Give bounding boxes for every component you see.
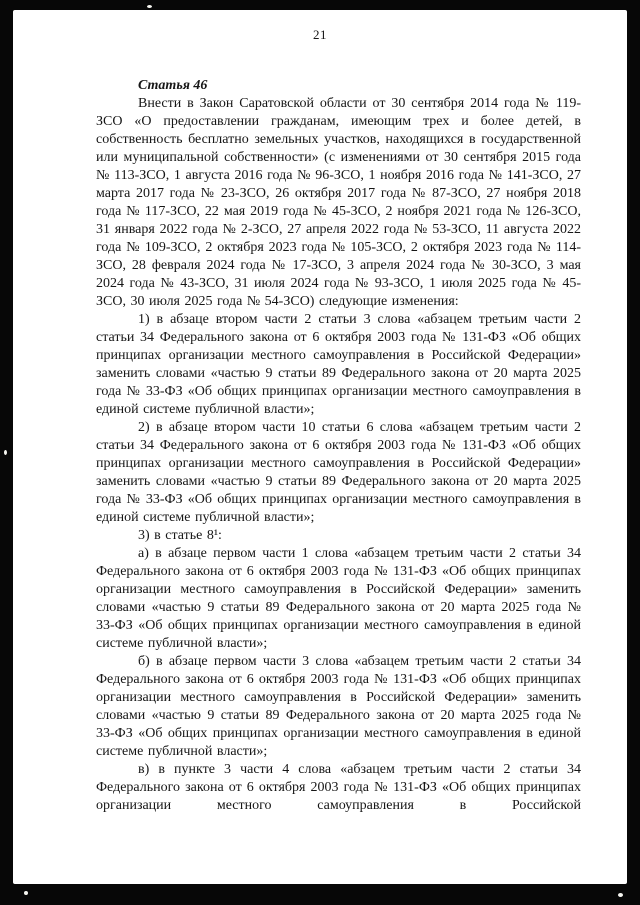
scan-speck [147, 5, 152, 8]
article-content [96, 77, 581, 815]
scan-speck [618, 893, 623, 897]
paragraph-item-3b: б) в абзаце первом части 3 слова «абзацем третьим части 2 статьи 34 Федерального закона от 6 октября 2003 года № 131-ФЗ «Об общих принципах организации местного самоуправления в Российской Федерации» заменить словами «частью 9 статьи 89 Федерального закона от 20 марта 2025 года № 33-ФЗ «Об общих принципах организации местного самоуправления в единой системе публичной власти»; [96, 654, 581, 759]
paragraph-item-3v-truncated: в) в пункте 3 части 4 слова «абзацем третьим части 2 статьи 34 Федерального закона от 6 октября 2003 года № 131-ФЗ «Об общих принципах организации местного самоуправления в Российской [96, 762, 581, 813]
paragraph-item-1: 1) в абзаце втором части 2 статьи 3 слова «абзацем третьим части 2 статьи 34 Федерального закона от 6 октября 2003 года № 131-ФЗ «Об общих принципах организации местного самоуправления в Российской Федерации» заменить словами «частью 9 статьи 89 Федерального закона от 20 марта 2025 года № 33-ФЗ «Об общих принципах организации местного самоуправления в единой системе публичной власти»; [96, 312, 581, 417]
article-heading: Статья 46 [138, 78, 208, 93]
scan-speck [24, 891, 28, 895]
paragraph-item-3a: а) в абзаце первом части 1 слова «абзацем третьим части 2 статьи 34 Федерального закона от 6 октября 2003 года № 131-ФЗ «Об общих принципах организации местного самоуправления в Российской Федерации» заменить словами «частью 9 статьи 89 Федерального закона от 20 марта 2025 года № 33-ФЗ «Об общих принципах организации местного самоуправления в единой системе публичной власти»; [96, 546, 581, 651]
page-number: 21 [313, 27, 327, 42]
paragraph-item-2: 2) в абзаце втором части 10 статьи 6 слова «абзацем третьим части 2 статьи 34 Федерального закона от 6 октября 2003 года № 131-ФЗ «Об общих принципах организации местного самоуправления в Российской Федерации» заменить словами «частью 9 статьи 89 Федерального закона от 20 марта 2025 года № 33-ФЗ «Об общих принципах организации местного самоуправления в единой системе публичной власти»; [96, 420, 581, 525]
paragraph-item-3: 3) в статье 8¹: [138, 528, 222, 543]
scan-speck [4, 450, 7, 455]
document-page [13, 10, 627, 884]
paragraph-amendment-intro: Внести в Закон Саратовской области от 30 сентября 2014 года № 119-ЗСО «О предоставлении гражданам, имеющим трех и более детей, в собственность бесплатно земельных участков, находящихся в государственной или муниципальной собственности» (с изменениями от 30 сентября 2015 года № 113-ЗСО, 1 августа 2016 года № 96-ЗСО, 1 ноября 2016 года № 141-ЗСО, 27 марта 2017 года № 23-ЗСО, 26 октября 2017 года № 87-ЗСО, 27 ноября 2018 года № 117-ЗСО, 22 мая 2019 года № 45-ЗСО, 2 ноября 2021 года № 126-ЗСО, 31 января 2022 года № 2-ЗСО, 27 апреля 2022 года № 53-ЗСО, 11 августа 2022 года № 109-ЗСО, 2 октября 2023 года № 105-ЗСО, 2 октября 2023 года № 114-ЗСО, 28 февраля 2024 года № 17-ЗСО, 3 апреля 2024 года № 30-ЗСО, 3 мая 2024 года № 43-ЗСО, 31 июля 2024 года № 93-ЗСО, 1 июля 2025 года № 45-ЗСО, 30 июля 2025 года № 54-ЗСО) следующие изменения: [96, 96, 581, 309]
